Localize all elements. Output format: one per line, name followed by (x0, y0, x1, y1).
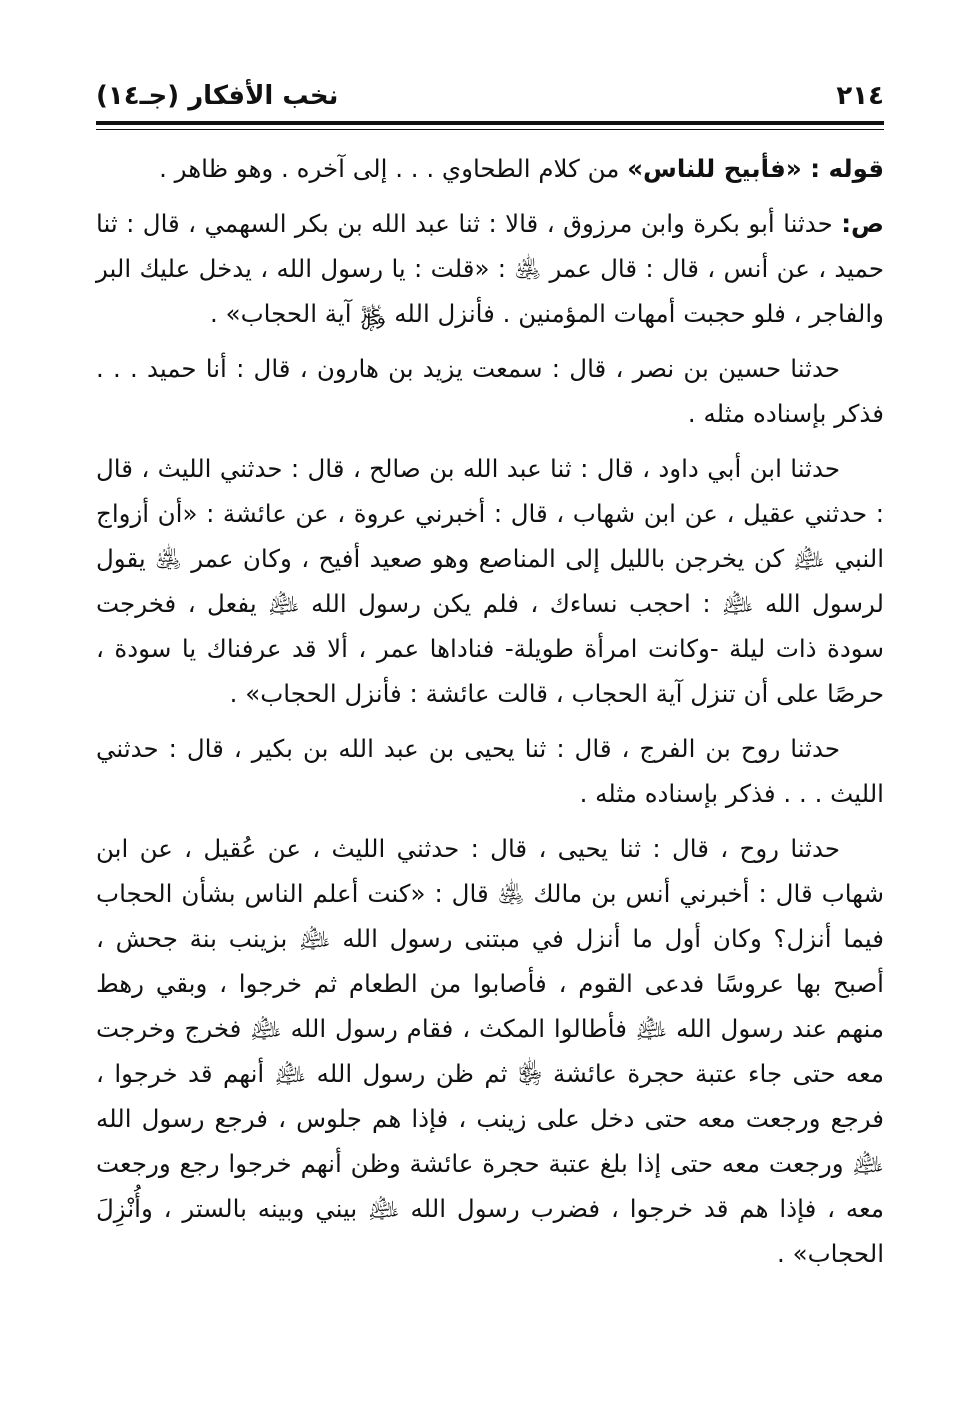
paragraph-text: من كلام الطحاوي . . . إلى آخره . وهو ظاهر . (159, 154, 628, 183)
paragraph-hadith (96, 346, 884, 436)
paragraph-commentary (96, 146, 884, 191)
paragraph-text: حدثنا روح بن الفرج ، قال : ثنا يحيى بن عبد الله بن بكير ، قال : حدثني الليث . . . فذكر بإسناده مثله . (96, 734, 884, 808)
paragraph-lead: قوله : «فأبيح للناس» (627, 154, 884, 183)
paragraph-hadith (96, 726, 884, 816)
paragraph-hadith (96, 201, 884, 336)
header-rule-thin (96, 129, 884, 130)
paragraph-text: حدثنا روح ، قال : ثنا يحيى ، قال : حدثني الليث ، عن عُقيل ، عن ابن شهاب قال : أخبرني أنس بن مالك ﵁ قال : «كنت أعلم الناس بشأن الحجاب فيما أنزل؟ وكان أول ما أنزل في مبتنى رسول الله ﵇ بزينب بنة جحش ، أصبح بها عروسًا فدعى القوم ، فأصابوا من الطعام ثم خرجوا ، وبقي رهط منهم عند رسول الله ﵇ فأطالوا المكث ، فقام رسول الله ﵇ فخرج وخرجت معه حتى جاء عتبة حجرة عائشة ﵂ ثم ظن رسول الله ﵇ أنهم قد خرجوا ، فرجع ورجعت معه حتى دخل على زينب ، فإذا هم جلوس ، فرجع رسول الله ﵇ ورجعت معه حتى إذا بلغ عتبة حجرة عائشة وظن أنهم خرجوا رجع ورجعت معه ، فإذا هم قد خرجوا ، فضرب رسول الله ﵇ بيني وبينه بالستر ، وأُنْزِلَ الحجاب» . (96, 834, 884, 1268)
page-body (96, 146, 884, 1286)
paragraph-text: حدثنا حسين بن نصر ، قال : سمعت يزيد بن هارون ، قال : أنا حميد . . . فذكر بإسناده مثله . (96, 354, 884, 428)
book-title: نخب الأفكار (جـ١٤) (96, 81, 339, 111)
paragraph-hadith (96, 446, 884, 716)
running-header (96, 76, 884, 116)
paragraph-lead: ص: (841, 209, 884, 238)
page-number: ٢١٤ (836, 81, 884, 111)
paragraph-hadith (96, 826, 884, 1276)
paragraph-text: حدثنا أبو بكرة وابن مرزوق ، قالا : ثنا عبد الله بن بكر السهمي ، قال : ثنا حميد ، عن أنس ، قال : قال عمر ﵁ : «قلت : يا رسول الله ، يدخل عليك البر والفاجر ، فلو حجبت أمهات المؤمنين . فأنزل الله ﷿ آية الحجاب» . (96, 209, 884, 328)
header-rule-thick (96, 121, 884, 125)
paragraph-text: حدثنا ابن أبي داود ، قال : ثنا عبد الله بن صالح ، قال : حدثني الليث ، قال : حدثني عقيل ، عن ابن شهاب ، قال : أخبرني عروة ، عن عائشة : «أن أزواج النبي ﵇ كن يخرجن بالليل إلى المناصع وهو صعيد أفيح ، وكان عمر ﵁ يقول لرسول الله ﵇ : احجب نساءك ، فلم يكن رسول الله ﵇ يفعل ، فخرجت سودة ذات ليلة -وكانت امرأة طويلة- فناداها عمر ، ألا قد عرفناك يا سودة ، حرصًا على أن تنزل آية الحجاب ، قالت عائشة : فأنزل الحجاب» . (96, 454, 884, 708)
